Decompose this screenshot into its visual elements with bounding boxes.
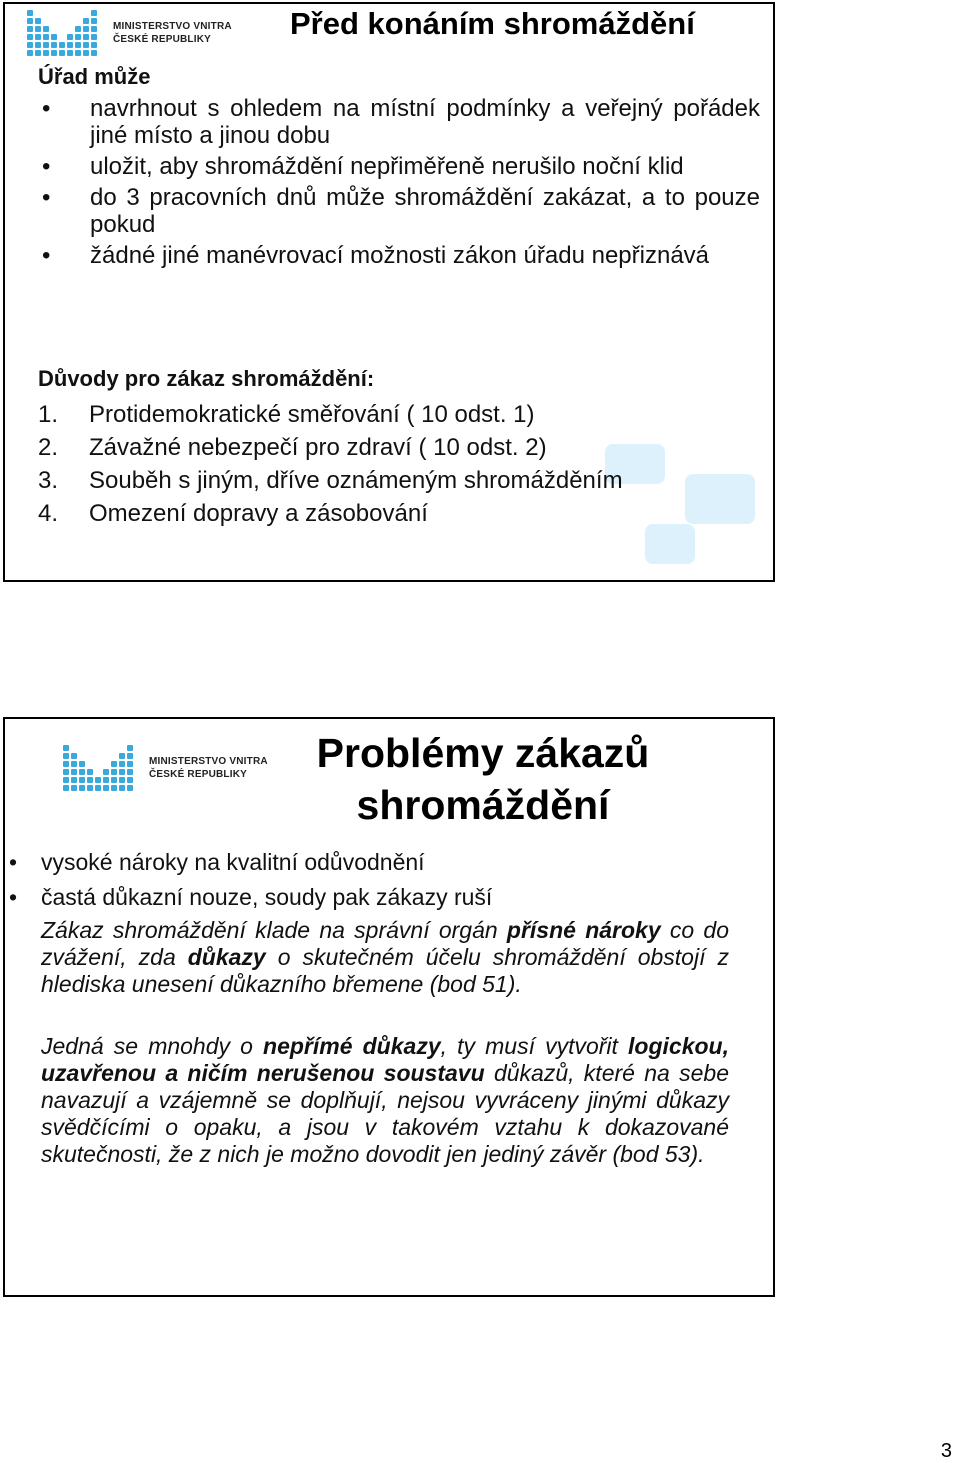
- logo-line1: MINISTERSTVO VNITRA: [149, 756, 268, 767]
- list-item-text: častá důkazní nouze, soudy pak zákazy ruší: [41, 884, 493, 910]
- quote-emphasis: logickou, uzavřenou a ničím nerušenou soustavu: [41, 1033, 729, 1086]
- list-item: [38, 184, 760, 238]
- reason-number: 2.: [38, 434, 59, 461]
- quote-text: o skutečném účelu shromáždění obstojí z hlediska unesení důkazního břemene (bod 51).: [41, 944, 729, 997]
- bullet-icon: •: [9, 884, 18, 910]
- list-item-text: do 3 pracovních dnů může shromáždění zakázat, a to pouze pokud: [90, 184, 760, 238]
- list-item: [38, 242, 760, 269]
- bullet-icon: •: [42, 153, 51, 180]
- page-number: 3: [940, 1440, 952, 1462]
- quote-emphasis: důkazy: [187, 944, 266, 970]
- reason-text: Protidemokratické směřování ( 10 odst. 1): [89, 401, 535, 428]
- list-item-text: žádné jiné manévrovací možnosti zákon úřadu nepřiznává: [90, 242, 710, 269]
- reasons-list: [38, 398, 623, 530]
- ministry-logo: [27, 10, 232, 56]
- logo-mark-icon: [27, 10, 105, 56]
- reason-text: Omezení dopravy a zásobování: [89, 500, 428, 527]
- reason-item: [38, 431, 623, 464]
- reason-number: 4.: [38, 500, 59, 527]
- quote-text: Jedná se mnohdy o: [41, 1033, 264, 1059]
- quote-emphasis: nepřímé důkazy: [263, 1033, 441, 1059]
- reasons-heading: Důvody pro zákaz shromáždění:: [38, 366, 375, 391]
- reason-number: 3.: [38, 467, 59, 494]
- office-heading: Úřad může: [38, 64, 151, 89]
- court-quote-burden-of-proof: [41, 917, 729, 998]
- logo-line2: ČESKÉ REPUBLIKY: [149, 769, 248, 780]
- slide-ban-problems: [3, 717, 775, 1297]
- bullet-icon: •: [42, 242, 51, 269]
- reason-item: [38, 497, 623, 530]
- quote-text: důkazů, které na sebe navazují a vzájemně se doplňují, nejsou vyvráceny jinými důkazy svědčícími o opaku, a jsou v takovém vztahu k dokazované skutečnosti, že z nich je možno dovodit jen jediný závěr (bod 53).: [41, 1060, 729, 1167]
- reason-number: 1.: [38, 401, 59, 428]
- quote-text: Zákaz shromáždění klade na správní orgán: [41, 917, 507, 943]
- quote-emphasis: přísné nároky: [506, 917, 661, 943]
- quote-text: , ty musí vytvořit: [440, 1033, 629, 1059]
- bullet-icon: •: [9, 849, 18, 875]
- logo-line1: MINISTERSTVO VNITRA: [113, 21, 232, 32]
- problems-list: [5, 847, 745, 917]
- bullet-icon: •: [42, 95, 51, 122]
- reason-text: Závažné nebezpečí pro zdraví ( 10 odst. 2): [89, 434, 547, 461]
- ministry-logo: [63, 745, 268, 791]
- list-item: [5, 882, 745, 912]
- list-item-text: vysoké nároky na kvalitní odůvodnění: [41, 849, 425, 875]
- logo-mark-icon: [63, 745, 141, 791]
- slide-title: Problémy zákazů shromáždění: [316, 730, 650, 828]
- list-item: [5, 847, 745, 877]
- reason-text: Souběh s jiným, dříve oznámeným shromážděním: [89, 467, 623, 494]
- court-quote-indirect-evidence: [41, 1033, 729, 1168]
- decorative-shape: [685, 474, 755, 524]
- list-item: [38, 153, 760, 180]
- logo-line2: ČESKÉ REPUBLIKY: [113, 34, 212, 45]
- decorative-shape: [645, 524, 695, 564]
- reason-item: [38, 464, 623, 497]
- office-powers-list: [38, 95, 760, 273]
- slide-title: Před konáním shromáždění: [290, 6, 695, 41]
- list-item-text: navrhnout s ohledem na místní podmínky a veřejný pořádek jiné místo a jinou dobu: [90, 95, 760, 149]
- bullet-icon: •: [42, 184, 51, 211]
- quote-text: co do zvážení, zda: [41, 917, 730, 970]
- reason-item: [38, 398, 623, 431]
- slide-before-assembly: [3, 2, 775, 582]
- list-item: [38, 95, 760, 149]
- list-item-text: uložit, aby shromáždění nepřiměřeně nerušilo noční klid: [90, 153, 684, 180]
